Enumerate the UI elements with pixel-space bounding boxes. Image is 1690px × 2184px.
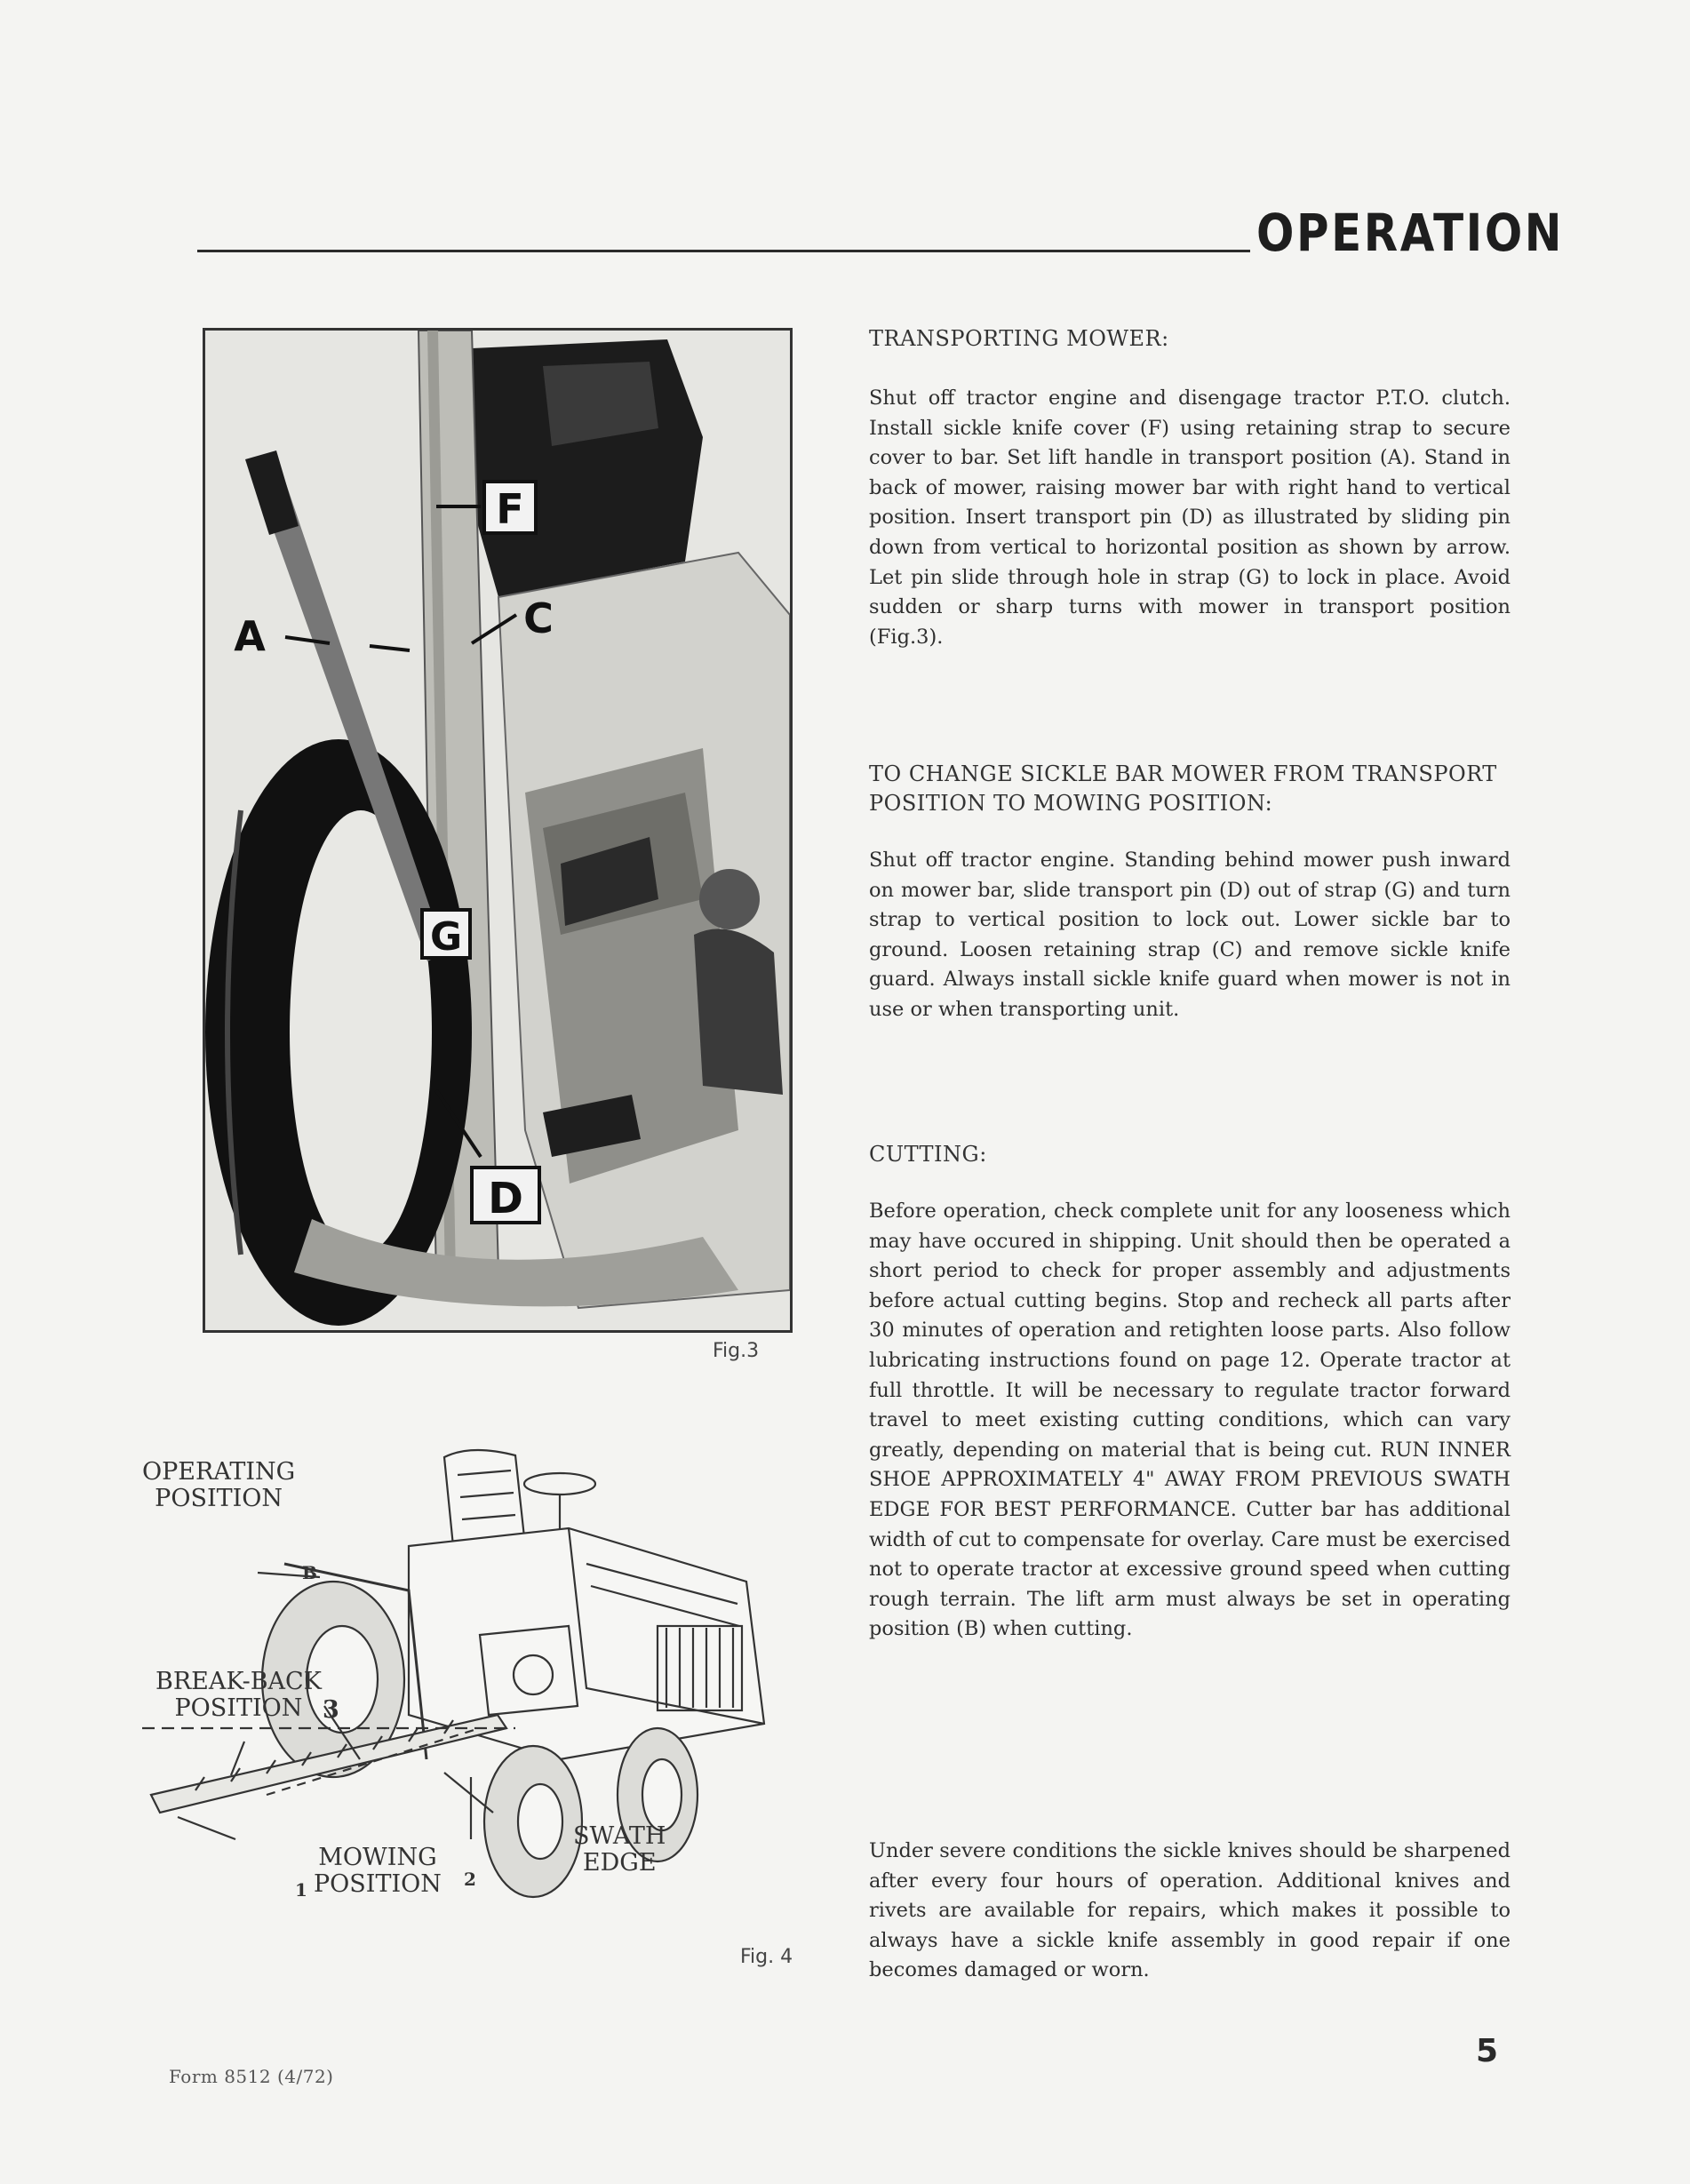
cutting-body [869,1197,1511,1645]
sharpening-paragraph: Under severe conditions the sickle knives should be sharpened after every four hours of operation. Additional knives and rivets are available for repairs, which makes it possible to always have a sickle knife assembly in good repair if one becomes damaged or worn. [869,1839,1511,1982]
change-position-body [869,846,1511,1025]
cutting-paragraph: Before operation, check complete unit for any looseness which may have occured in shipping. Unit should then be operated a short period to check for proper assembly and adjustments before actual cutting begins. Stop and recheck all parts after 30 minutes of operation and retighten loose parts. Also follow lubricating instructions found on page 12. Operate tractor at full throttle. It will be necessary to regulate tractor forward travel to meet existing cutting conditions, which can vary greatly, depending on material that is being cut. RUN INNER SHOE APPROXIMATELY 4" AWAY FROM PREVIOUS SWATH EDGE FOR BEST PERFORMANCE. Cutter bar has additional width of cut to compensate for overlay. Care must be exercised not to operate tractor at excessive ground speed when cutting rough terrain. The lift arm must always be set in operating position (B) when cutting. [869,1200,1511,1641]
page-number: 5 [1476,2033,1499,2069]
header-rule [197,250,1250,252]
transporting-heading: TRANSPORTING MOWER: [869,326,1169,351]
change-position-paragraph: Shut off tractor engine. Standing behind mower push inward on mower bar, slide transport pin (D) out of strap (G) and turn strap to vertical position to lock out. Lower sickle bar to ground. Loosen retaining strap (C) and remove sickle knife guard. Always install sickle knife guard when mower is not in use or when transporting unit. [869,849,1511,1021]
figure-3-illustration [205,331,790,1330]
callout-c: C [523,594,554,642]
figure-4-caption: Fig. 4 [740,1946,793,1968]
figure-3-photo [203,328,793,1333]
label-break-back-position [155,1669,322,1722]
figure-3-caption: Fig.3 [713,1340,760,1362]
operating-position-text: OPERATING POSITION [142,1458,296,1512]
label-b: B [302,1562,317,1583]
mowing-position-text: MOWING POSITION [314,1844,442,1898]
label-operating-position [142,1459,295,1512]
cutting-heading: CUTTING: [869,1142,987,1167]
sharpening-body [869,1837,1511,1986]
callout-d: D [488,1174,523,1224]
callout-g: G [429,914,463,960]
transporting-body [869,384,1511,652]
callout-a: A [234,612,266,660]
label-1: 1 [295,1879,307,1901]
change-position-heading: TO CHANGE SICKLE BAR MOWER FROM TRANSPORT POSITION TO MOWING POSITION: [869,761,1497,816]
transporting-paragraph: Shut off tractor engine and disengage tractor P.T.O. clutch. Install sickle knife cover (F) using retaining strap to secure cover to bar. Set lift handle in transport position (A). Stand in back of mower, raising mower bar with right hand to vertical position. Insert transport pin (D) as illustrated by sliding pin down from vertical to horizontal position as shown by arrow. Let pin slide through hole in strap (G) to lock in place. Avoid sudden or sharp turns with mower in transport position (Fig.3). [869,387,1511,649]
callout-f: F [496,485,524,533]
label-2: 2 [464,1869,476,1890]
label-mowing-position [314,1845,442,1898]
label-swath-edge [573,1823,666,1877]
swath-edge-text: SWATH EDGE [573,1822,666,1877]
section-title: OPERATION [1256,203,1565,263]
form-number: Form 8512 (4/72) [169,2066,334,2087]
label-3: 3 [323,1696,339,1724]
figure-4-diagram [142,1422,791,1919]
break-back-position-text: BREAK-BACK POSITION [155,1668,322,1722]
